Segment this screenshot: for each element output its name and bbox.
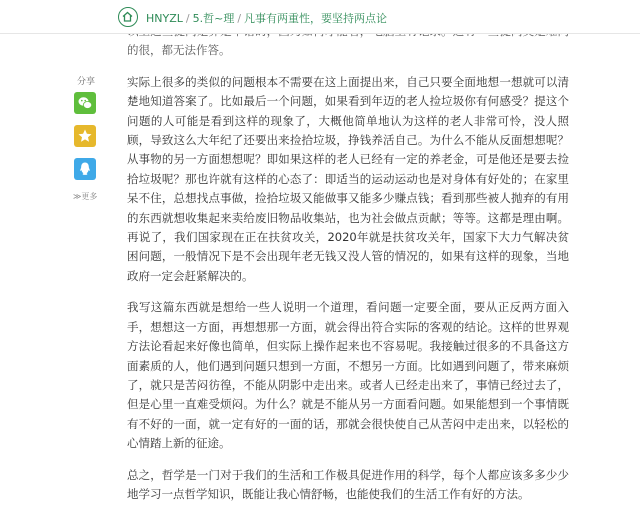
favorite-star-icon: [77, 128, 93, 144]
breadcrumb-site-link[interactable]: HNYZL: [146, 12, 183, 25]
qq-share-button[interactable]: [74, 158, 96, 180]
article-paragraph: 总之，哲学是一门对于我们的生活和工作极具促进作用的科学，每个人都应该多多少少地学习一点哲学知识，既能让我心情舒畅，也能使我们的生活工作有好的方法。: [127, 467, 569, 501]
page-title: 凡事有两重性，要坚持两点论: [244, 12, 388, 25]
more-share-label: 更多: [81, 192, 98, 201]
chevron-down-icon: ≫: [73, 192, 82, 201]
share-label: 分享: [76, 77, 95, 87]
more-share-link[interactable]: [73, 191, 98, 202]
article-paragraph: 我写这篇东西就是想给一些人说明一个道理，看问题一定要全面，要从正反两方面入手，想想这一方面，再想想那一方面，就会得出符合实际的客观的结论。这样的世界观方法论看起来好像也简单，但实际上操作起来也不容易呢。我接触过很多的不具备这方面素质的人，他们遇到问题只想到一方面，不想另一方面。比如遇到问题了，带来麻烦了，就只是苦闷彷徨，不能从阴影中走出来。或者人已经走出来了，事情已经过去了，但是心里一直难受烦闷。为什么？就是不能从另一方面看问题。如果能想到一个事情既有不好的一面，就一定有好的一面的话，那就会很快使自己从苦闷中走出来，以轻松的心情踏上新的征途。: [127, 300, 569, 451]
top-bar: [0, 0, 640, 34]
home-icon[interactable]: [118, 7, 138, 27]
article-paragraph: 的很，都无法作答。: [127, 43, 231, 58]
wechat-share-button[interactable]: [74, 92, 96, 114]
article-paragraph: 实际上很多的类似的问题根本不需要在这上面提出来，自己只要全面地想一想就可以清楚地知道答案了。比如最后一个问题，如果看到年迈的老人捡垃圾你有何感受？提这个问题的人可能是看到这样的现象了，大概他简单地认为这样的老人非常可怜，没人照顾，导致这么大年纪了还要出来捡拾垃圾，挣钱养活自己。为什么不能从反面想想呢？从事物的另一方面想想呢？即如果这样的老人已经有一定的养老金，可是他还是要去捡拾垃圾呢？那也许就有这样的心态了：即适当的运动运动也是对身体有好处的；在家里呆不住，总想找点事做，捡拾垃圾又能做事又能多少赚点钱；看到那些被人抛弃的有用的东西就想收集起来卖给废旧物品收集站，也为社会做点贡献；等等。这都是理由啊。再说了，我们国家现在正在扶贫攻关，2020年就是扶贫攻关年，国家下大力气解决贫困问题，一般情况下是不会出现年老无钱又没人管的情况的，如果有这样的现象，当地政府一定会赶紧解决的。: [127, 74, 569, 283]
wechat-icon: [77, 95, 93, 111]
share-panel: [74, 74, 98, 202]
article-body: [127, 22, 569, 516]
breadcrumb: HNYZL / 5.哲~理 / 凡事有两重性，要坚持两点论: [146, 12, 388, 25]
favorite-share-button[interactable]: [74, 125, 96, 147]
qq-icon: [77, 161, 93, 177]
breadcrumb-section-link[interactable]: 5.哲~理: [192, 12, 235, 25]
